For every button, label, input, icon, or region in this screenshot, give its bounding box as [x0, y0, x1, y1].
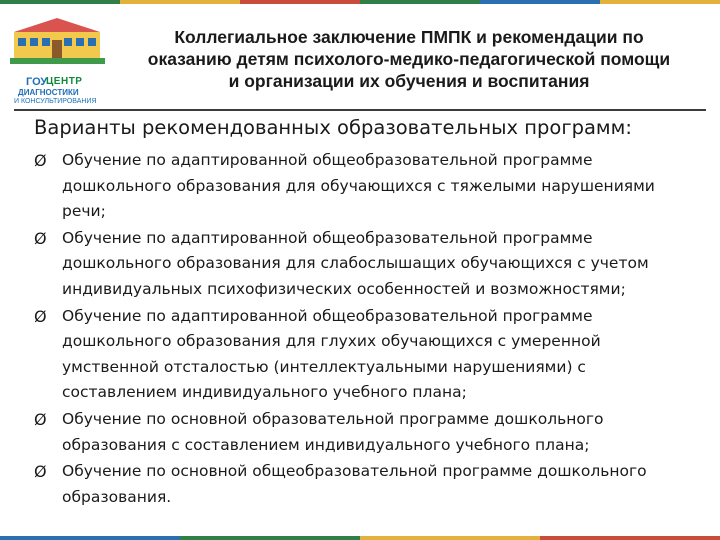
list-item-line: индивидуальных психофизических особенностей и возможностями; [62, 279, 626, 298]
list-item-line: умственной отсталостью (интеллектуальными нарушениями) с [62, 357, 586, 376]
list-item-line: речи; [62, 202, 106, 221]
list-item-line: дошкольного образования для глухих обучающихся с умеренной [62, 332, 601, 351]
list-item [34, 148, 694, 225]
arrow-bullet-icon: Ø [34, 409, 47, 429]
list-item-line: Обучение по адаптированной общеобразовательной программе [62, 306, 593, 325]
title-line: Коллегиальное заключение ПМПК и рекомендации по [174, 27, 644, 47]
bottom-color-stripe [0, 536, 720, 540]
list-item [34, 459, 694, 510]
arrow-bullet-icon: Ø [34, 462, 47, 482]
logo-gou-text: ГОУ [26, 76, 48, 88]
list-item-line: составлением индивидуального учебного плана; [62, 383, 467, 402]
list-item-line: Обучение по основной образовательной программе дошкольного [62, 409, 604, 428]
logo-center-text: ЦЕНТР [46, 76, 83, 87]
arrow-bullet-icon: Ø [34, 151, 47, 170]
header-divider [14, 109, 706, 111]
list-item-line: Обучение по основной общеобразовательной программе дошкольного [62, 462, 647, 481]
list-item-line: образования с составлением индивидуального учебного плана; [62, 435, 590, 454]
list-item-line: Обучение по адаптированной общеобразовательной программе [62, 151, 593, 169]
page-title [108, 26, 710, 92]
list-item [34, 304, 694, 406]
school-building-icon [10, 16, 105, 76]
arrow-bullet-icon: Ø [34, 306, 47, 326]
list-item-line: образования. [62, 487, 172, 506]
top-color-stripe [0, 0, 720, 4]
list-item-line: Обучение по адаптированной общеобразовательной программе [62, 228, 593, 247]
title-line: и организации их обучения и воспитания [228, 71, 590, 91]
logo-consulting-text: И КОНСУЛЬТИРОВАНИЯ [14, 98, 97, 105]
arrow-bullet-icon: Ø [34, 228, 47, 248]
title-line: оказанию детям психолого-медико-педагогической помощи [147, 49, 671, 69]
list-item-line: дошкольного образования для обучающихся с тяжелыми нарушениями [62, 176, 655, 195]
section-subtitle: Варианты рекомендованных образовательных программ: [34, 116, 632, 139]
list-item-line: дошкольного образования для слабослышащих обучающихся с учетом [62, 254, 649, 273]
program-list [34, 148, 694, 511]
logo-diagnostics-text: ДИАГНОСТИКИ [18, 88, 79, 97]
list-item [34, 407, 694, 458]
list-item [34, 226, 694, 303]
